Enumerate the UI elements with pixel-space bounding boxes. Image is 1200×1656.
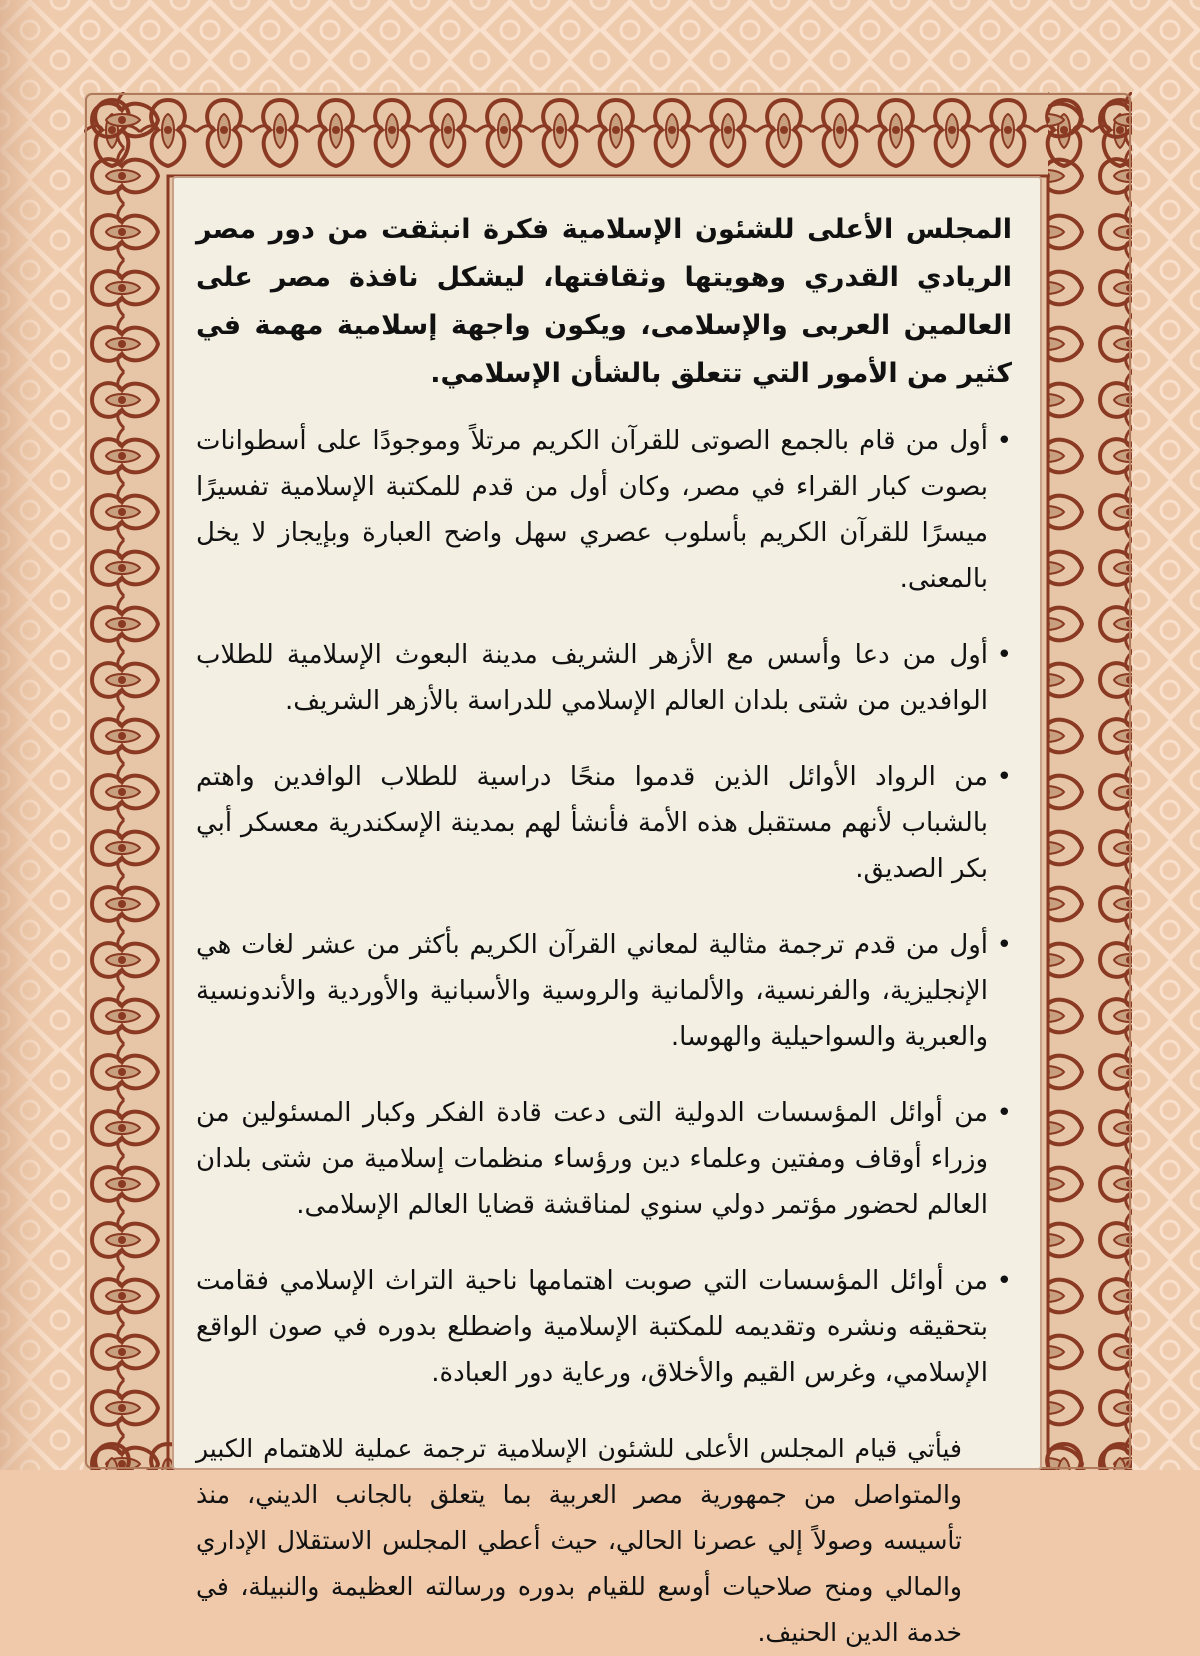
bullet-icon: • [996,640,1012,670]
bullet-icon: • [996,426,1012,456]
list-item-text: من أوائل المؤسسات الدولية التى دعت قادة الفكر وكبار المسئولين من وزراء أوقاف ومفتين وعلماء دين ورؤساء منظمات إسلامية من شتى بلدان العالم لحضور مؤتمر دولي سنوي لمناقشة قضايا العالم الإسلامى. [196,1098,988,1220]
list-item [196,754,1012,892]
closing-paragraph: فيأتي قيام المجلس الأعلى للشئون الإسلامية ترجمة عملية للاهتمام الكبير والمتواصل من جمهورية مصر العربية بما يتعلق بالجانب الديني، منذ تأسيسه وصولاً إلي عصرنا الحالي، حيث أعطي المجلس الاستقلال الإداري والمالي ومنح صلاحيات أوسع للقيام بدوره ورسالته العظيمة والنبيلة، في خدمة الدين الحنيف. [196,1434,962,1647]
list-item [196,1090,1012,1228]
list-item-text: أول من دعا وأسس مع الأزهر الشريف مدينة البعوث الإسلامية للطلاب الوافدين من شتى بلدان العالم الإسلامي للدراسة بالأزهر الشريف. [196,640,988,716]
bullet-icon: • [996,930,1012,960]
list-item [196,632,1012,724]
intro-paragraph: المجلس الأعلى للشئون الإسلامية فكرة انبثقت من دور مصر الريادي القدري وهويتها وثقافتها، ليشكل نافذة مصر على العالمين العربى والإسلامى، ويكون واجهة إسلامية مهمة في كثير من الأمور التي تتعلق بالشأن الإسلامي. [196,214,1012,389]
bullet-icon: • [996,762,1012,792]
list-item [196,418,1012,602]
bullet-icon: • [996,1266,1012,1296]
list-item-text: أول من قام بالجمع الصوتى للقرآن الكريم مرتلاً وموجودًا على أسطوانات بصوت كبار القراء في مصر، وكان أول من قدم للمكتبة الإسلامية تفسيرًا ميسرًا للقرآن الكريم بأسلوب عصري سهل واضح العبارة وبإيجاز لا يخل بالمعنى. [196,426,988,594]
list-item-text: من الرواد الأوائل الذين قدموا منحًا دراسية للطلاب الوافدين واهتم بالشباب لأنهم مستقبل هذه الأمة فأنشأ لهم بمدينة الإسكندرية معسكر أبي بكر الصديق. [196,762,988,884]
page-text [196,206,1012,1656]
list-item-text: أول من قدم ترجمة مثالية لمعاني القرآن الكريم بأكثر من عشر لغات هي الإنجليزية، والفرنسية، والألمانية والروسية والأسبانية والأوردية والأندونسية والعبرية والسواحيلية والهوسا. [196,930,988,1052]
list-item [196,1258,1012,1396]
achievements-list [196,418,1012,1396]
list-item [196,922,1012,1060]
bullet-icon: • [996,1098,1012,1128]
list-item-text: من أوائل المؤسسات التي صوبت اهتمامها ناحية التراث الإسلامي فقامت بتحقيقه ونشره وتقديمه للمكتبة الإسلامية واضطلع بدوره في صون الواقع الإسلامي، وغرس القيم والأخلاق، ورعاية دور العبادة. [196,1266,988,1388]
